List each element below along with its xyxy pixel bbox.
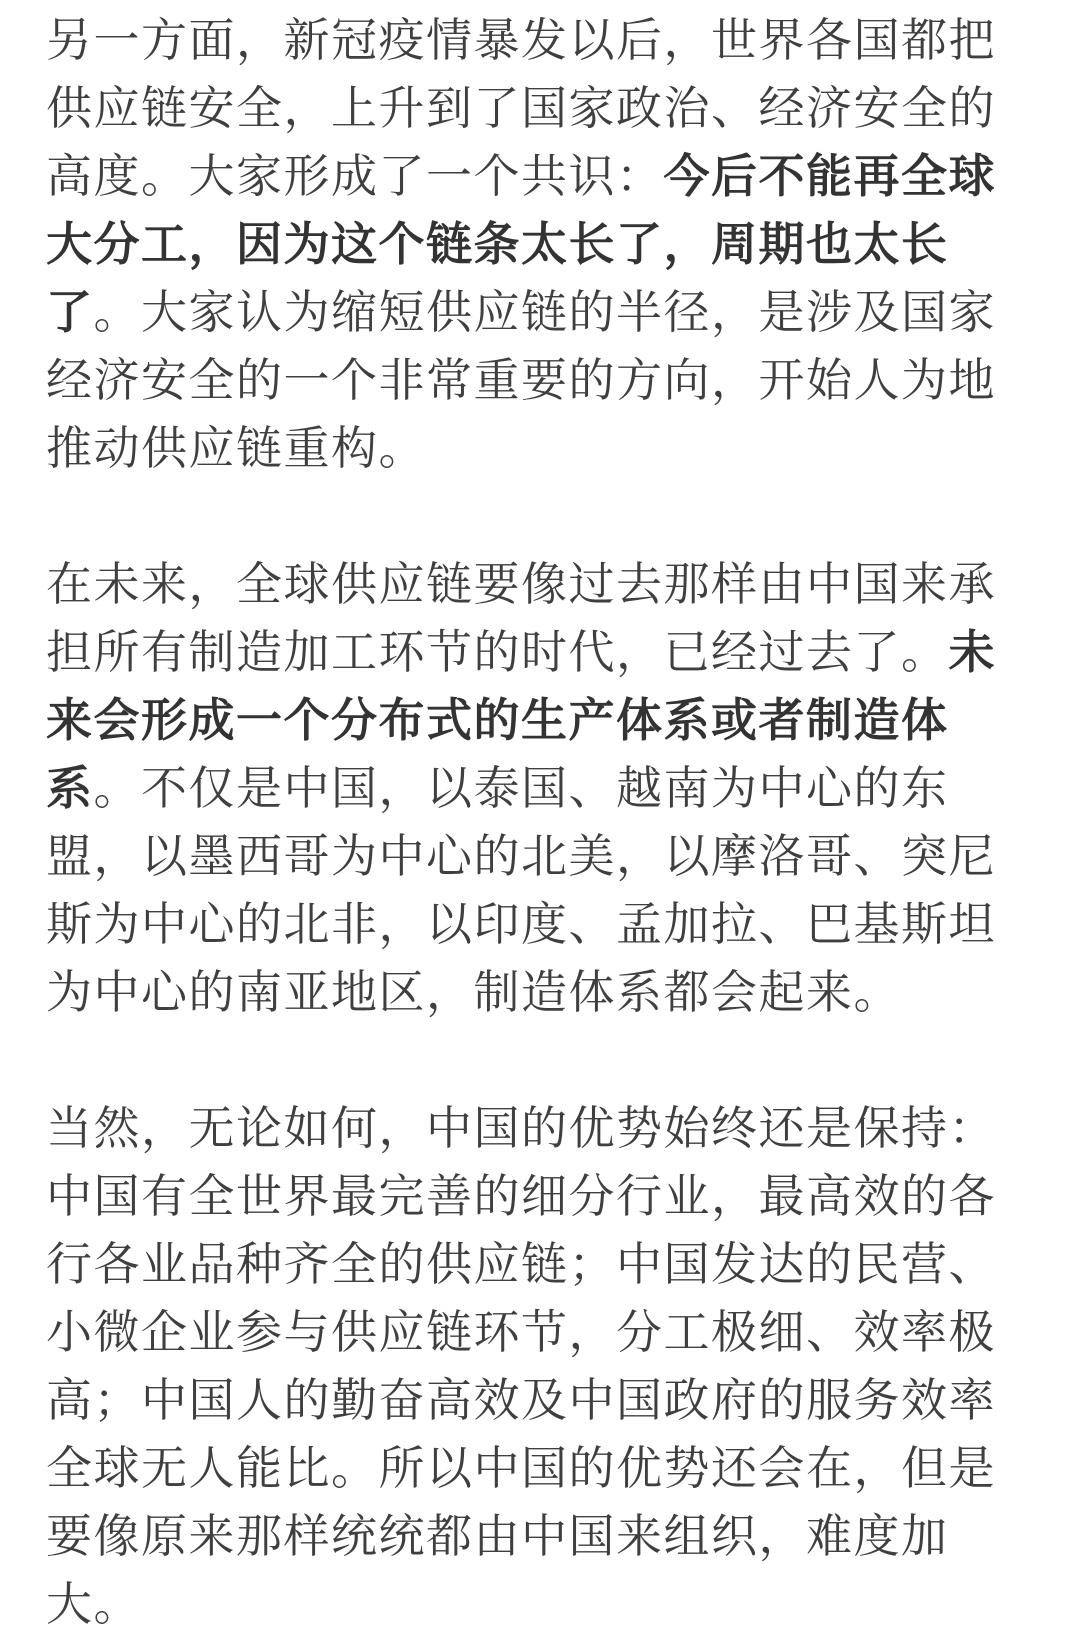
paragraph-supply-chain-security	[46, 6, 1010, 482]
paragraph-text: 在未来，全球供应链要像过去那样由中国来承担所有制造加工环节的时代，已经过去了。	[46, 557, 996, 679]
paragraph-china-advantages	[46, 1094, 1010, 1638]
paragraph-text: 当然，无论如何，中国的优势始终还是保持：中国有全世界最完善的细分行业，最高效的各行各业品种齐全的供应链；中国发达的民营、小微企业参与供应链环节，分工极细、效率极高；中国人的勤奋高效及中国政府的服务效率全球无人能比。所以中国的优势还会在，但是要像原来那样统统都由中国来组织，难度加大。	[46, 1101, 996, 1631]
paragraph-text: 。不仅是中国，以泰国、越南为中心的东盟，以墨西哥为中心的北美，以摩洛哥、突尼斯为中心的北非，以印度、孟加拉、巴基斯坦为中心的南亚地区，制造体系都会起来。	[46, 761, 996, 1019]
emphasized-text: 今后不能再全球大分工，因为这个链条太长了，周期也太长了	[46, 149, 996, 339]
emphasized-text: 未来会形成一个分布式的生产体系或者制造体系	[46, 625, 996, 815]
paragraph-distributed-production	[46, 550, 1010, 1026]
paragraph-text: 。大家认为缩短供应链的半径，是涉及国家经济安全的一个非常重要的方向，开始人为地推动供应链重构。	[46, 285, 996, 475]
paragraph-text: 另一方面，新冠疫情暴发以后，世界各国都把供应链安全，上升到了国家政治、经济安全的高度。大家形成了一个共识：	[46, 13, 996, 203]
